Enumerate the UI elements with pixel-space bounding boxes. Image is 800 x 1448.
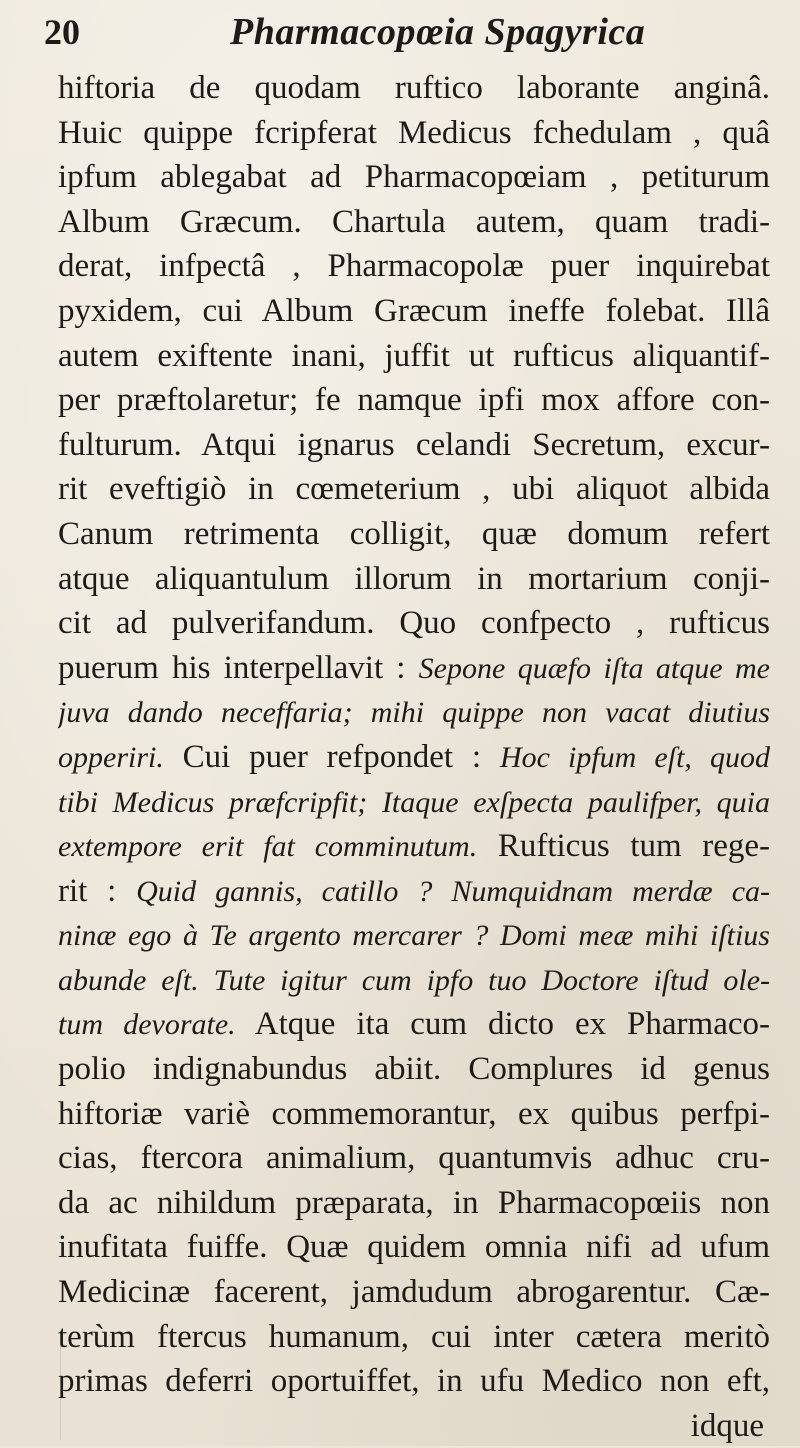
text-segment: inufitata fuiffe. Quæ quidem omnia nifi ad ufum <box>58 1229 770 1266</box>
text-line <box>58 512 770 557</box>
text-line <box>58 1359 770 1404</box>
text-segment: ipfum ablegabat ad Pharmacopœiam , petiturum <box>58 159 770 196</box>
text-segment: Medicinæ facerent, jamdudum abrogarentur. Cæ- <box>58 1274 770 1311</box>
text-segment: da ac nihildum præparata, in Pharmacopœiis non <box>58 1184 770 1221</box>
text-segment: terùm ftercus humanum, cui inter cætera meritò <box>58 1318 770 1355</box>
text-segment: cias, ftercora animalium, quantumvis adhuc cru- <box>58 1140 770 1177</box>
text-segment: per præftolaretur; fe namque ipfi mox affore con- <box>58 382 770 419</box>
italic-text-segment: juva dando neceffaria; mihi quippe non vacat diutius <box>58 696 770 730</box>
text-line <box>58 1225 770 1270</box>
text-segment: Huic quippe fcripferat Medicus fchedulam , quâ <box>58 114 770 151</box>
italic-text-segment: tum devorate. <box>58 1008 236 1042</box>
text-line <box>58 334 770 379</box>
text-line <box>58 780 770 825</box>
text-line <box>58 423 770 468</box>
text-line <box>58 111 770 156</box>
text-segment: rit eveftigiò in cœmeterium , ubi aliquot albida <box>58 471 770 508</box>
text-line <box>58 1136 770 1181</box>
text-line <box>58 1270 770 1315</box>
text-segment: hiftoriæ variè commemorantur, ex quibus perfpi- <box>58 1095 770 1132</box>
text-line <box>58 735 770 780</box>
page-header <box>44 12 764 52</box>
italic-text-segment: tibi Medicus præfcripfit; Itaque exſpecta paulifper, quia <box>58 785 770 819</box>
text-segment: atque aliquantulum illorum in mortarium conji- <box>58 560 770 597</box>
text-segment: fulturum. Atqui ignarus celandi Secretum, excur- <box>58 426 770 463</box>
text-line <box>58 913 770 958</box>
text-line <box>58 289 770 334</box>
italic-text-segment: Hoc ipfum eſt, quod <box>499 740 770 774</box>
text-line <box>58 958 770 1003</box>
text-segment: pyxidem, cui Album Græcum ineffe folebat. Illâ <box>58 292 770 329</box>
text-segment: idque <box>690 1407 764 1444</box>
text-segment: derat, infpectâ , Pharmacopolæ puer inquirebat <box>58 248 770 285</box>
text-segment: polio indignabundus abiit. Complures id genus <box>58 1051 770 1088</box>
text-line <box>58 1315 770 1360</box>
text-line <box>58 1092 770 1137</box>
text-line <box>58 1404 770 1448</box>
text-segment: rit : <box>58 872 137 909</box>
text-segment: Cui puer refpondet : <box>163 738 500 775</box>
text-line <box>58 155 770 200</box>
body-text <box>58 66 770 1448</box>
page-number: 20 <box>44 12 80 52</box>
italic-text-segment: ninæ ego à Te argento mercarer ? Domi meæ mihi iſtius <box>58 919 770 953</box>
text-line <box>58 467 770 512</box>
italic-text-segment: extempore erit fat comminutum. <box>58 830 478 864</box>
text-segment: autem exiftente inani, juffit ut rufticus aliquantif- <box>58 337 770 374</box>
running-title: Pharmacopœia Spagyrica <box>230 11 646 53</box>
text-line <box>58 66 770 111</box>
text-segment: Canum retrimenta colligit, quæ domum refert <box>58 515 770 552</box>
text-line <box>58 1047 770 1092</box>
text-line <box>58 244 770 289</box>
text-line <box>58 690 770 735</box>
text-line <box>58 646 770 691</box>
text-segment: hiftoria de quodam ruftico laborante anginâ. <box>58 70 770 106</box>
text-line <box>58 824 770 869</box>
text-line <box>58 1002 770 1047</box>
text-line <box>58 601 770 646</box>
text-segment: Album Græcum. Chartula autem, quam tradi- <box>58 203 770 240</box>
text-line <box>58 1181 770 1226</box>
italic-text-segment: Quid gannis, catillo ? Numquidnam merdæ ca- <box>136 874 770 908</box>
italic-text-segment: opperiri. <box>58 740 164 774</box>
text-segment: primas deferri oportuiffet, in ufu Medico non eft, <box>58 1363 770 1400</box>
text-line <box>58 378 770 423</box>
text-segment: puerum his interpellavit : <box>58 649 419 686</box>
text-segment: Atque ita cum dicto ex Pharmaco- <box>235 1006 770 1043</box>
text-segment: Rufticus tum rege- <box>477 828 770 865</box>
italic-text-segment: Sepone quæfo iſta atque me <box>418 651 770 685</box>
italic-text-segment: abunde eſt. Tute igitur cum ipfo tuo Doctore iſtud ole- <box>58 963 770 997</box>
text-line <box>58 869 770 914</box>
text-line <box>58 200 770 245</box>
page-margin-shadow <box>60 1330 61 1440</box>
text-segment: cit ad pulverifandum. Quo confpecto , rufticus <box>58 605 770 642</box>
text-line <box>58 557 770 602</box>
